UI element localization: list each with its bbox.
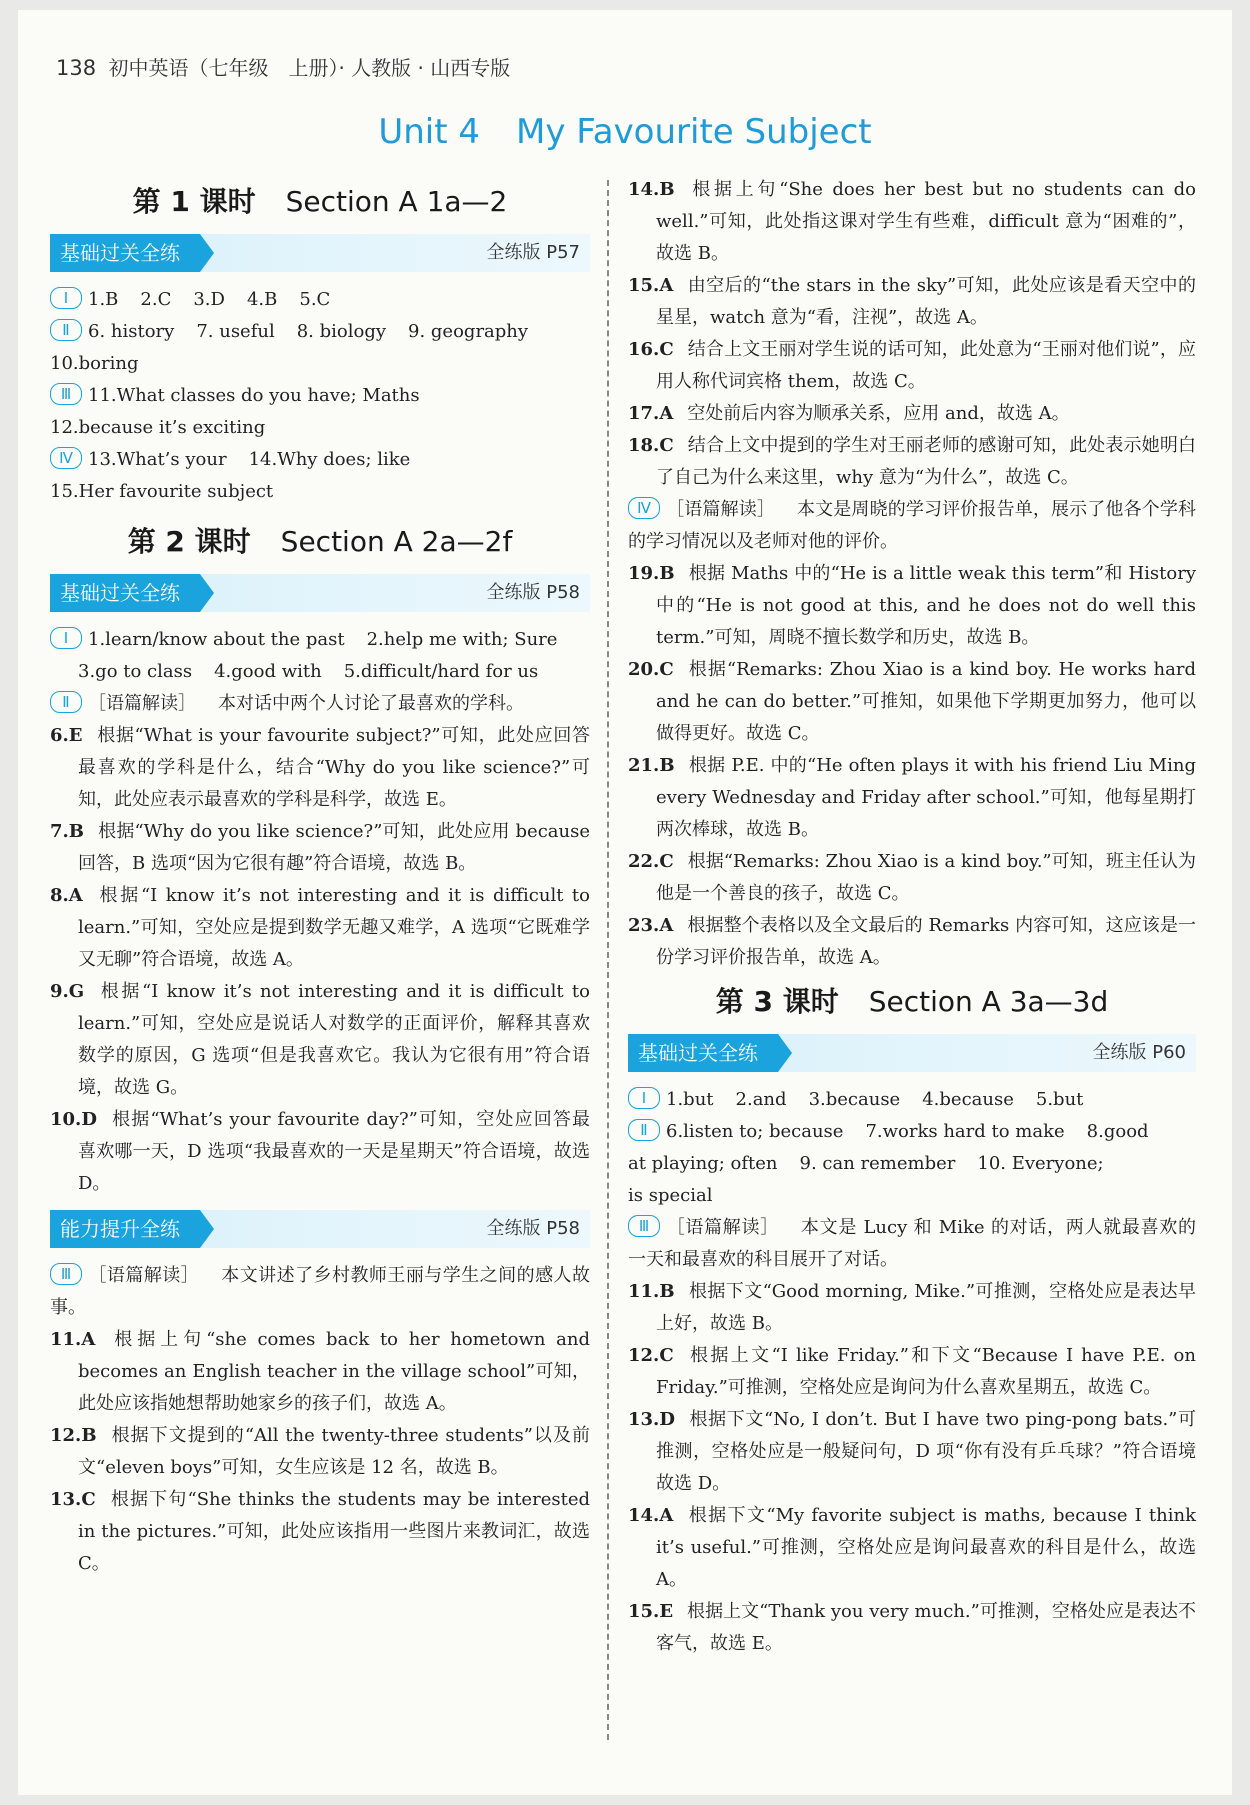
answer-entry: 8.good (1086, 1121, 1149, 1142)
passage-tag: ［语篇解读］ (666, 1217, 779, 1238)
question-answer: 22.C (628, 851, 674, 872)
lesson-2-title: 第 2 课时 (127, 525, 251, 558)
question-answer: 13.C (50, 1489, 96, 1510)
banner-page-ref: 全练版 P60 (1092, 1042, 1186, 1063)
answer-entry: 6. history (88, 321, 175, 342)
answer-entry: 11.What classes do you have; Maths (88, 385, 420, 406)
explanation-item (50, 880, 590, 976)
roman-badge: Ⅲ (50, 1263, 82, 1285)
banner-label: 能力提升全练 (50, 1210, 200, 1248)
explanation-text: 根据“What’s your favourite day?”可知，空处应回答最喜欢哪一天，D 选项“我最喜欢的一天是星期天”符合语境，故选 D。 (78, 1109, 590, 1194)
roman-badge: Ⅰ (50, 287, 82, 309)
unit-number: Unit 4 (378, 112, 481, 152)
answer-entry: 5.C (299, 289, 331, 310)
lesson-3-explanations (628, 1276, 1196, 1660)
explanation-item (628, 174, 1196, 270)
lesson-3-passage-intro (628, 1212, 1196, 1276)
passage-summary: 本文是 Lucy 和 Mike 的对话，两人就最喜欢的一天和最喜欢的科目展开了对话。 (628, 1217, 1196, 1270)
page-number: 138 (56, 56, 97, 80)
question-answer: 16.C (628, 339, 674, 360)
answer-entry: 1.learn/know about the past (88, 629, 345, 650)
explanation-text: 根据上文“Thank you very much.”可推测，空格处应是表达不客气，故选 E。 (656, 1601, 1196, 1654)
banner-page-ref: 全练版 P57 (486, 242, 580, 263)
question-answer: 18.C (628, 435, 674, 456)
roman-badge: Ⅰ (50, 627, 82, 649)
running-head (56, 52, 510, 81)
answer-entry: 3.go to class (78, 661, 193, 682)
explanation-text: 根据“Remarks: Zhou Xiao is a kind boy.”可知，班主任认为他是一个善良的孩子，故选 C。 (656, 851, 1196, 904)
lesson-3-heading (628, 980, 1196, 1020)
explanation-text: 根据“Why do you like science?”可知，此处应用 because 回答，B 选项“因为它很有趣”符合语境，故选 B。 (78, 821, 590, 874)
roman-badge: Ⅱ (628, 1119, 660, 1141)
explanation-item (50, 1484, 590, 1580)
lesson-2-passage-intro (50, 688, 590, 720)
explanation-item (50, 976, 590, 1104)
answer-entry: 13.What’s your (88, 449, 227, 470)
answer-line (628, 1180, 1196, 1212)
answer-entry: 10. Everyone; (977, 1153, 1104, 1174)
explanation-text: 根据下文“Good morning, Mike.”可推测，空格处应是表达早上好，故选 B。 (656, 1281, 1196, 1334)
answer-entry: 4.B (246, 289, 278, 310)
lesson-3-section: Section A 3a—3d (868, 985, 1109, 1018)
ability-banner (50, 1210, 590, 1248)
passage-summary: 本文讲述了乡村教师王丽与学生之间的感人故事。 (50, 1265, 591, 1318)
passage-summary: 本文是周晓的学习评价报告单，展示了他各个学科的学习情况以及老师对他的评价。 (628, 499, 1196, 552)
explanation-text: 结合上文王丽对学生说的话可知，此处意为“王丽对他们说”，应用人称代词宾格 them，故选 C。 (656, 339, 1196, 392)
explanation-item (628, 750, 1196, 846)
banner-label: 基础过关全练 (50, 234, 200, 272)
passage-intro-text (628, 1212, 1196, 1276)
question-answer: 7.B (50, 821, 85, 842)
report-passage-intro (628, 494, 1196, 558)
book-title: 初中英语（七年级 上册）· 人教版 · 山西专版 (108, 56, 511, 80)
answer-entry: 3.D (193, 289, 225, 310)
answer-entry: 10.boring (50, 353, 139, 374)
passage-intro-text (50, 1260, 590, 1324)
explanation-item (628, 1596, 1196, 1660)
explanation-text: 根据整个表格以及全文最后的 Remarks 内容可知，这应该是一份学习评价报告单，故选 A。 (656, 915, 1196, 968)
question-answer: 12.B (50, 1425, 97, 1446)
banner-page-ref: 全练版 P58 (486, 582, 580, 603)
lesson-2-short-answers (50, 624, 590, 688)
question-answer: 12.C (628, 1345, 674, 1366)
question-answer: 15.A (628, 275, 674, 296)
question-answer: 23.A (628, 915, 674, 936)
answer-entry: 1.but (666, 1089, 714, 1110)
roman-badge: Ⅰ (628, 1087, 660, 1109)
ability-explanations-cont (628, 174, 1196, 494)
explanation-item (628, 270, 1196, 334)
lesson-1-title: 第 1 课时 (132, 185, 256, 218)
answer-line (50, 656, 590, 688)
explanation-item (628, 654, 1196, 750)
explanation-text: 空处前后内容为顺承关系，应用 and，故选 A。 (687, 403, 1070, 424)
lesson-1-answers (50, 284, 590, 508)
answer-entry: 5.difficult/hard for us (343, 661, 539, 682)
answer-line (50, 380, 590, 412)
left-column (50, 174, 590, 1580)
question-answer: 19.B (628, 563, 675, 584)
explanation-item (628, 1500, 1196, 1596)
question-answer: 9.G (50, 981, 85, 1002)
answer-entry: 1.B (88, 289, 119, 310)
explanation-item (50, 720, 590, 816)
banner-label: 基础过关全练 (50, 574, 200, 612)
lesson-3-title: 第 3 课时 (715, 985, 839, 1018)
ability-explanations (50, 1324, 590, 1580)
explanation-text: 根据 P.E. 中的“He often plays it with his friend Liu Ming every Wednesday and Friday after school.”可知，他每星期打两次棒球，故选 B。 (656, 755, 1196, 840)
answer-entry: 6.listen to; because (666, 1121, 844, 1142)
explanation-item (628, 1276, 1196, 1340)
explanation-item (628, 398, 1196, 430)
question-answer: 14.A (628, 1505, 674, 1526)
roman-badge: Ⅱ (50, 319, 82, 341)
answer-entry: 7. useful (196, 321, 275, 342)
answer-line (50, 412, 590, 444)
passage-intro-text (628, 494, 1196, 558)
question-answer: 21.B (628, 755, 675, 776)
passage-summary: 本对话中两个人讨论了最喜欢的学科。 (218, 693, 524, 714)
explanation-text: 根据“What is your favourite subject?”可知，此处应回答最喜欢的学科是什么，结合“Why do you like science?”可知，此处应表示最喜欢的学科是科学，故选 E。 (78, 725, 590, 810)
explanation-item (50, 1324, 590, 1420)
unit-title (18, 112, 1232, 152)
answer-entry: 8. biology (296, 321, 387, 342)
answer-line (50, 476, 590, 508)
answer-line (628, 1148, 1196, 1180)
answer-entry: 4.because (922, 1089, 1014, 1110)
lesson-1-heading (50, 180, 590, 220)
answer-entry: 7.works hard to make (865, 1121, 1065, 1142)
roman-badge: Ⅲ (50, 383, 82, 405)
answer-line (50, 316, 590, 348)
answer-entry: 4.good with (214, 661, 322, 682)
explanation-text: 根据下文“No, I don’t. But I have two ping-pong bats.”可推测，空格处应是一般疑问句，D 项“你有没有乒乓球？”符合语境故选 D。 (656, 1409, 1196, 1494)
lesson-2-heading (50, 520, 590, 560)
answer-entry: 3.because (808, 1089, 901, 1110)
explanation-text: 根据上文“I like Friday.”和下文“Because I have P.E. on Friday.”可推测，空格处应是询问为什么喜欢星期五，故选 C。 (656, 1345, 1196, 1398)
answer-entry: is special (628, 1185, 713, 1206)
lesson-1-section: Section A 1a—2 (285, 185, 508, 218)
explanation-item (628, 846, 1196, 910)
passage-tag: ［语篇解读］ (88, 1265, 200, 1286)
answer-line (50, 284, 590, 316)
explanation-item (50, 816, 590, 880)
explanation-item (50, 1420, 590, 1484)
roman-badge: Ⅱ (50, 691, 82, 713)
answer-line (50, 348, 590, 380)
answer-line (50, 624, 590, 656)
passage-intro-text (50, 688, 590, 720)
right-column (628, 174, 1196, 1660)
explanation-item (628, 910, 1196, 974)
explanation-text: 根据下文提到的“All the twenty-three students”以及前文“eleven boys”可知，女生应该是 12 名，故选 B。 (78, 1425, 590, 1478)
question-answer: 10.D (50, 1109, 97, 1130)
explanation-text: 根据“Remarks: Zhou Xiao is a kind boy. He works hard and he can do better.”可推知，如果他下学期更加努力，他可以做得更好。故选 C。 (656, 659, 1196, 744)
answer-entry: 12.because it’s exciting (50, 417, 266, 438)
unit-name: My Favourite Subject (516, 112, 872, 152)
question-answer: 20.C (628, 659, 674, 680)
answer-entry: 9. can remember (799, 1153, 956, 1174)
banner-page-ref: 全练版 P58 (486, 1218, 580, 1239)
question-answer: 13.D (628, 1409, 675, 1430)
explanation-text: 根据下文“My favorite subject is maths, because I think it’s useful.”可推测，空格处应是询问最喜欢的科目是什么，故选 A。 (656, 1505, 1196, 1590)
explanation-item (628, 1340, 1196, 1404)
lesson-1-banner (50, 234, 590, 272)
roman-badge: Ⅲ (628, 1215, 660, 1237)
lesson-2-section: Section A 2a—2f (280, 525, 513, 558)
passage-tag: ［语篇解读］ (88, 693, 196, 714)
explanation-item (628, 334, 1196, 398)
question-answer: 15.E (628, 1601, 674, 1622)
explanation-text: 根据 Maths 中的“He is a little weak this term”和 History 中的“He is not good at this, and he does not do well this term.”可知，周晓不擅长数学和历史，故选 B。 (656, 563, 1196, 648)
explanation-text: 结合上文中提到的学生对王丽老师的感谢可知，此处表示她明白了自己为什么来这里，why 意为“为什么”，故选 C。 (656, 435, 1196, 488)
report-explanations (628, 558, 1196, 974)
answer-entry: at playing; often (628, 1153, 778, 1174)
lesson-2-banner (50, 574, 590, 612)
banner-label: 基础过关全练 (628, 1034, 778, 1072)
answer-line (628, 1084, 1196, 1116)
explanation-text: 根据“I know it’s not interesting and it is difficult to learn.”可知，空处应是提到数学无趣又难学，A 选项“它既难学又无聊”符合语境，故选 A。 (78, 885, 590, 970)
answer-entry: 5.but (1035, 1089, 1084, 1110)
explanation-text: 由空后的“the stars in the sky”可知，此处应该是看天空中的星星，watch 意为“看，注视”，故选 A。 (656, 275, 1196, 328)
answer-entry: 2.and (735, 1089, 787, 1110)
answer-entry: 2.C (140, 289, 172, 310)
answer-entry: 9. geography (408, 321, 529, 342)
answer-entry: 2.help me with; Sure (366, 629, 558, 650)
lesson-3-banner (628, 1034, 1196, 1072)
question-answer: 8.A (50, 885, 83, 906)
answer-entry: 15.Her favourite subject (50, 481, 274, 502)
explanation-item (628, 558, 1196, 654)
explanation-item (628, 430, 1196, 494)
ability-passage-intro (50, 1260, 590, 1324)
passage-tag: ［语篇解读］ (666, 499, 775, 520)
lesson-2-explanations (50, 720, 590, 1200)
explanation-text: 根据下句“She thinks the students may be interested in the pictures.”可知，此处应该指用一些图片来教词汇，故选 C。 (78, 1489, 590, 1574)
explanation-text: 根据上句“she comes back to her hometown and becomes an English teacher in the village school”可知，此处应该指她想帮助她家乡的孩子们，故选 A。 (78, 1329, 590, 1414)
roman-badge: Ⅳ (50, 447, 82, 469)
answer-line (628, 1116, 1196, 1148)
question-answer: 6.E (50, 725, 83, 746)
answer-entry: 14.Why does; like (248, 449, 411, 470)
lesson-3-short-answers (628, 1084, 1196, 1212)
question-answer: 14.B (628, 179, 675, 200)
explanation-text: 根据“I know it’s not interesting and it is difficult to learn.”可知，空处应是说话人对数学的正面评价，解释其喜欢数学的原因，G 选项“但是我喜欢它。我认为它很有用”符合语境，故选 G。 (78, 981, 590, 1098)
roman-badge: Ⅳ (628, 497, 660, 519)
column-divider (607, 180, 609, 1740)
answer-line (50, 444, 590, 476)
question-answer: 11.A (50, 1329, 96, 1350)
question-answer: 17.A (628, 403, 674, 424)
answer-page (18, 10, 1232, 1795)
explanation-text: 根据上句“She does her best but no students can do well.”可知，此处指这课对学生有些难，difficult 意为“困难的”，故选 B。 (656, 179, 1196, 264)
explanation-item (628, 1404, 1196, 1500)
question-answer: 11.B (628, 1281, 675, 1302)
explanation-item (50, 1104, 590, 1200)
